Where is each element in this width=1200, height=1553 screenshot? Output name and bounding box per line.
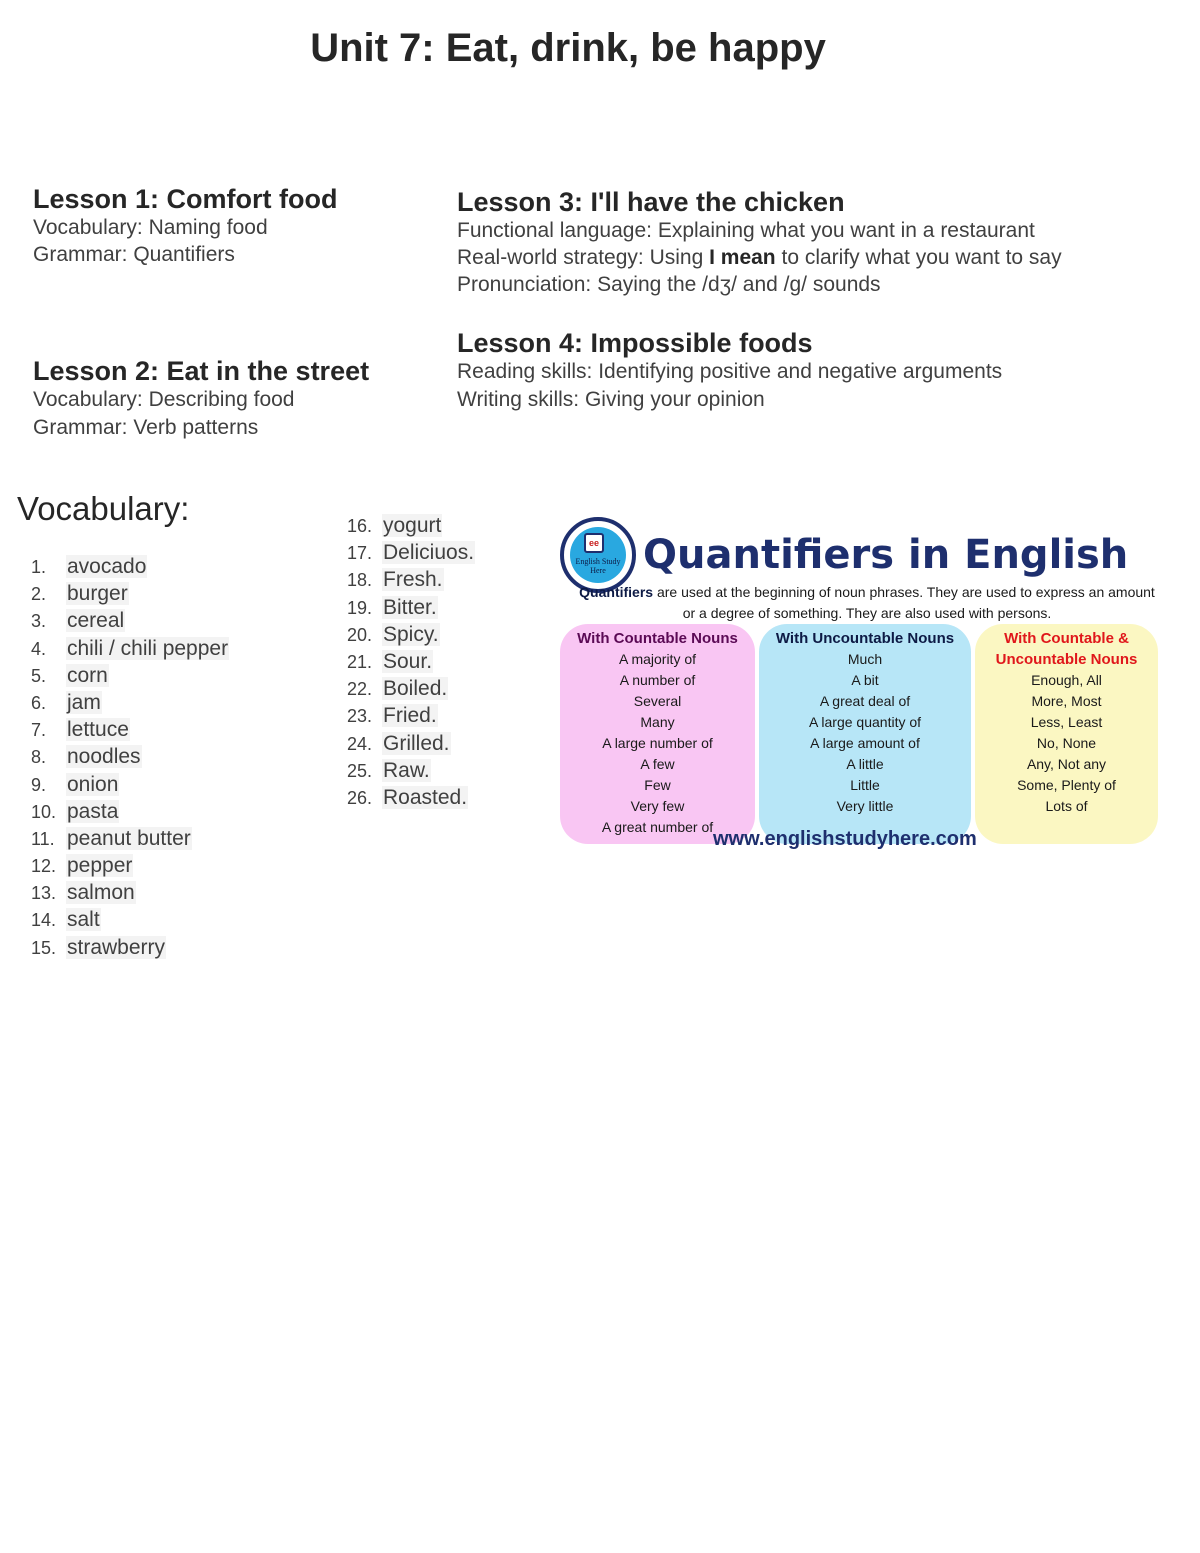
lesson-line: Writing skills: Giving your opinion: [457, 388, 765, 411]
uncountable-column: [759, 624, 971, 844]
lesson-line-part: Real-world strategy: Using: [457, 246, 704, 269]
item-number: 16.: [347, 516, 373, 536]
quantifier-item: Very few: [630, 798, 685, 814]
item-word: yogurt: [383, 514, 442, 537]
quantifier-item: No, None: [1036, 735, 1097, 751]
quantifier-item: Many: [640, 714, 675, 730]
column-heading: With Countable Nouns: [577, 630, 738, 647]
infographic-description: [577, 582, 1157, 624]
item-number: 5.: [31, 665, 47, 686]
item-word: salt: [67, 908, 100, 932]
item-word: Grilled.: [383, 731, 450, 755]
list-item: [31, 798, 229, 825]
list-item: [347, 621, 475, 648]
item-number: 14.: [31, 910, 57, 931]
vocabulary-heading: Vocabulary:: [17, 490, 190, 527]
item-number: 21.: [347, 651, 373, 672]
item-number: 3.: [31, 611, 47, 632]
item-number: 6.: [31, 692, 47, 713]
item-number: 25.: [347, 760, 373, 781]
item-number: 20.: [347, 624, 373, 645]
quantifier-item: Very little: [836, 798, 894, 814]
quantifier-item: A large quantity of: [808, 714, 922, 730]
list-item: [347, 566, 475, 593]
item-word: cereal: [67, 609, 125, 633]
item-word: pasta: [67, 799, 119, 823]
item-word: lettuce: [67, 718, 129, 742]
lesson-line: Grammar: Verb patterns: [33, 416, 259, 439]
list-item: [31, 879, 229, 906]
item-number: 11.: [31, 828, 55, 849]
list-item: [31, 662, 229, 689]
item-word: Boiled.: [383, 677, 448, 701]
lesson-line-part: to clarify what you want to say: [781, 246, 1062, 269]
lesson-line: Reading skills: Identifying positive and negative arguments: [457, 360, 1003, 383]
item-word: salmon: [67, 881, 135, 905]
quantifier-item: Any, Not any: [1026, 756, 1107, 772]
item-word: burger: [67, 582, 128, 606]
countable-and-uncountable-column: [975, 624, 1158, 844]
item-number: 1.: [31, 557, 47, 577]
item-word: Raw.: [383, 758, 430, 782]
quantifier-item: Less, Least: [1030, 714, 1103, 730]
website-url: www.englishstudyhere.com: [713, 828, 977, 850]
list-item: [31, 689, 229, 716]
quantifier-item: More, Most: [1031, 693, 1102, 709]
item-word: corn: [67, 663, 108, 687]
lesson-line: [457, 244, 1062, 271]
list-item: [347, 594, 475, 621]
item-number: 13.: [31, 883, 57, 904]
lesson-4: [457, 328, 1002, 414]
quantifier-item: A large amount of: [810, 735, 920, 751]
item-word: Roasted.: [383, 785, 468, 809]
list-item: [31, 906, 229, 933]
quantifier-item: Several: [633, 693, 682, 709]
list-item: [347, 539, 475, 566]
quantifier-item: Few: [644, 777, 671, 793]
item-word: avocado: [67, 555, 147, 578]
item-number: 24.: [347, 733, 373, 754]
lesson-line: Grammar: Quantifiers: [33, 243, 235, 266]
item-number: 10.: [31, 801, 57, 822]
list-item: [31, 743, 229, 770]
item-number: 12.: [31, 856, 57, 877]
list-item: [31, 852, 229, 879]
item-number: 18.: [347, 570, 373, 591]
item-number: 8.: [31, 747, 47, 768]
lesson-line: Vocabulary: Naming food: [33, 216, 268, 239]
quantifier-item: Lots of: [1045, 798, 1088, 814]
logo-text: English Study Here: [575, 557, 621, 575]
list-item: [347, 512, 475, 539]
book-icon: ee: [584, 533, 604, 553]
quantifiers-infographic: [555, 512, 1160, 857]
item-word: onion: [67, 772, 119, 796]
item-number: 15.: [31, 937, 57, 958]
lesson-line: Vocabulary: Describing food: [33, 388, 295, 411]
lesson-title: Lesson 3: I'll have the chicken: [457, 187, 845, 217]
item-word: chili / chili pepper: [67, 636, 229, 660]
item-word: pepper: [67, 854, 133, 878]
quantifier-item: Little: [850, 777, 880, 793]
list-item: [31, 771, 229, 798]
quantifier-item: Enough, All: [1031, 672, 1102, 688]
item-number: 9.: [31, 774, 47, 795]
list-item: [347, 784, 475, 811]
quantifier-item: A great deal of: [819, 693, 911, 709]
quantifier-item: A large number of: [602, 735, 713, 751]
column-heading: With Uncountable Nouns: [775, 630, 955, 647]
item-word: Fried.: [383, 704, 437, 728]
infographic-title: Quantifiers in English: [643, 532, 1129, 578]
item-word: Sour.: [383, 649, 433, 673]
quantifier-item: A bit: [851, 672, 879, 688]
list-item: [31, 553, 229, 580]
item-word: noodles: [67, 745, 141, 769]
item-number: 19.: [347, 597, 373, 618]
item-word: Spicy.: [383, 622, 439, 646]
quantifier-item: A little: [846, 756, 884, 772]
list-item: [347, 648, 475, 675]
quantifier-item: A few: [640, 756, 675, 772]
quantifier-item: Some, Plenty of: [1017, 777, 1116, 793]
item-number: 4.: [31, 638, 47, 659]
quantifier-item: A majority of: [618, 651, 697, 667]
lesson-title: Lesson 4: Impossible foods: [457, 328, 813, 358]
lesson-2: [33, 356, 369, 442]
list-item: [31, 580, 229, 607]
quantifier-item: A number of: [619, 672, 696, 688]
list-item: [31, 635, 229, 662]
list-item: [31, 716, 229, 743]
lesson-1: [33, 184, 338, 268]
desc-text: are used at the beginning of noun phrases. They are used to express an amount or a degree of something. They are also used with persons.: [656, 584, 1155, 621]
lesson-line: Functional language: Explaining what you want in a restaurant: [457, 219, 1035, 242]
lesson-title: Lesson 2: Eat in the street: [33, 356, 370, 386]
lesson-3: [457, 187, 1062, 298]
item-number: 23.: [347, 706, 373, 727]
item-word: strawberry: [67, 935, 166, 959]
list-item: [31, 607, 229, 634]
item-word: Deliciuos.: [383, 541, 475, 565]
vocabulary-list-continued: [347, 512, 475, 811]
item-word: Fresh.: [383, 568, 443, 592]
list-item: [347, 730, 475, 757]
list-item: [347, 675, 475, 702]
emphasis-text: I mean: [709, 246, 776, 269]
item-number: 22.: [347, 679, 373, 700]
logo-circle: [570, 527, 626, 583]
item-word: peanut butter: [67, 826, 191, 850]
item-number: 7.: [31, 720, 47, 741]
page-title: Unit 7: Eat, drink, be happy: [310, 26, 826, 70]
column-heading: With Countable & Uncountable Nouns: [995, 630, 1138, 668]
lesson-title: Lesson 1: Comfort food: [33, 184, 338, 214]
desc-bold: Quantifiers: [579, 584, 654, 600]
lesson-line: Pronunciation: Saying the /dʒ/ and /g/ sounds: [457, 273, 881, 296]
item-number: 2.: [31, 584, 47, 605]
quantifier-item: A great number of: [601, 819, 714, 835]
list-item: [31, 934, 229, 961]
list-item: [347, 702, 475, 729]
list-item: [31, 825, 229, 852]
item-word: Bitter.: [383, 595, 437, 619]
item-number: 26.: [347, 787, 373, 808]
item-number: 17.: [347, 543, 373, 564]
countable-column: [560, 624, 755, 844]
vocabulary-list: [31, 553, 229, 961]
list-item: [347, 757, 475, 784]
item-word: jam: [67, 690, 101, 714]
quantifier-item: Much: [847, 651, 883, 667]
